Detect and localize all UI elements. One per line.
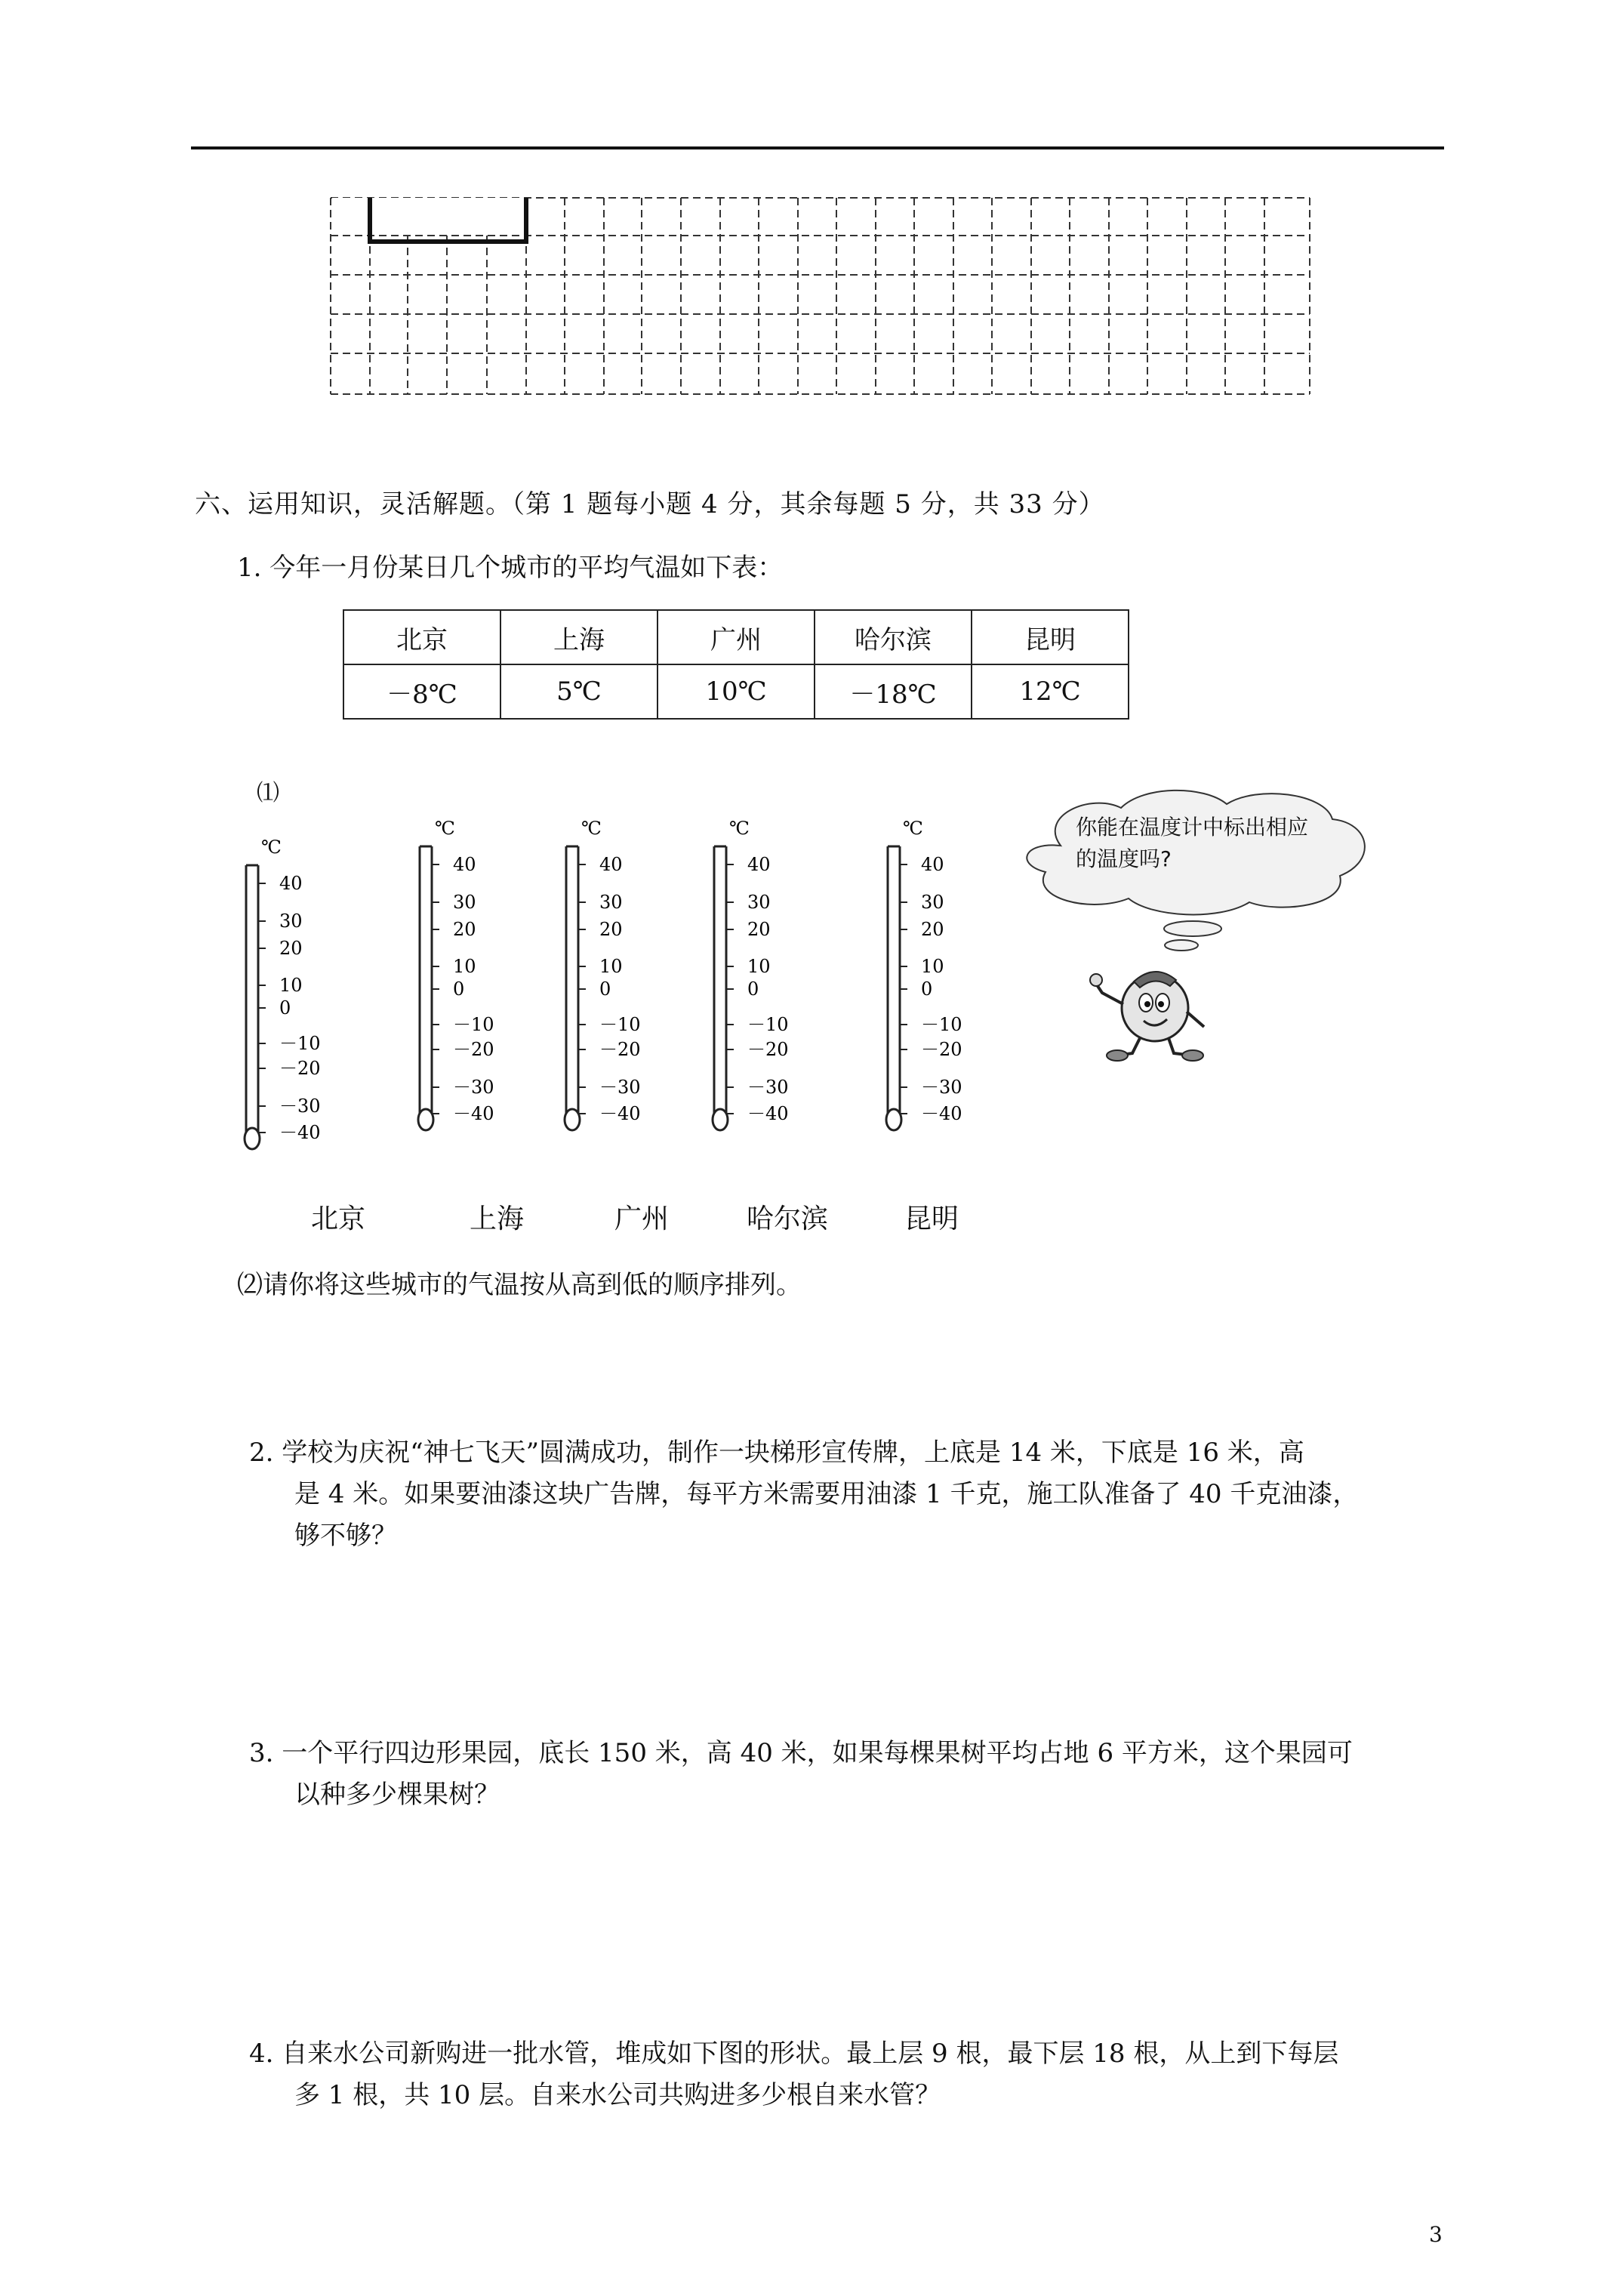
thermometer-tick-label: 20	[279, 938, 303, 959]
thermometer	[877, 819, 1028, 1144]
q2-line2: 是 4 米。如果要油漆这块广告牌，每平方米需要用油漆 1 千克，施工队准备了 40 千克油漆，	[294, 1479, 1359, 1509]
thermometer-tick-label: －20	[747, 1039, 789, 1060]
thermometer-tick-label: －10	[453, 1014, 494, 1035]
table-cell: 广州	[658, 610, 815, 664]
thermometer-tick-label: 30	[747, 892, 771, 913]
speech-bubble-text: 你能在温度计中标出相应的温度吗?	[1076, 815, 1309, 871]
cartoon-character-icon	[1079, 959, 1215, 1065]
thermometer-tick-label: 30	[279, 911, 303, 932]
thermometer-tick-label: 0	[921, 978, 933, 1000]
thermometer-tick-label: 20	[921, 919, 944, 940]
thermometer-tube	[888, 846, 900, 1115]
thermometer-tick-label: 30	[453, 892, 476, 913]
city-label-guangzhou: 广州	[614, 1203, 669, 1234]
thermometer-tick-label: 30	[921, 892, 944, 913]
thermometer-tick-label: 10	[279, 975, 303, 996]
thermometer-tick-label: －30	[279, 1096, 321, 1117]
thermometer-tick-label: －10	[599, 1014, 641, 1035]
thermometer-tick-label: 40	[599, 854, 623, 875]
table-row-cities	[343, 610, 1129, 664]
q4-line1: 4. 自来水公司新购进一批水管，堆成如下图的形状。最上层 9 根，最下层 18 根，从上到下每层	[249, 2039, 1339, 2069]
thermometer-tick-label: －30	[921, 1077, 962, 1098]
table-cell: 哈尔滨	[815, 610, 972, 664]
thermometer-tick-label: 40	[279, 873, 303, 894]
thermometer-tick-label: 10	[453, 956, 476, 977]
question-4	[249, 2033, 1338, 2116]
question-2	[249, 1432, 1358, 1557]
thermometer-tick-label: 10	[599, 956, 623, 977]
thermometer	[704, 819, 855, 1144]
thermometer-tick-label: 20	[599, 919, 623, 940]
thermometer-bulb	[713, 1109, 728, 1130]
table-cell: 10℃	[658, 664, 815, 719]
thermometer-unit: ℃	[729, 819, 750, 839]
table-cell: －18℃	[815, 664, 972, 719]
thermometer-tube	[714, 846, 726, 1115]
part1-label: ⑴	[257, 780, 279, 806]
thermometer-tick-label: 40	[747, 854, 771, 875]
thermometer-bulb	[418, 1109, 433, 1130]
question-3	[249, 1733, 1353, 1816]
thermometer-tick-label: 0	[747, 978, 759, 1000]
thermometer-bulb	[245, 1128, 260, 1149]
thermometer	[556, 819, 707, 1144]
thermometer-tick-label: －40	[921, 1103, 962, 1124]
table-cell: 5℃	[500, 664, 658, 719]
city-label-beijing: 北京	[310, 1203, 365, 1234]
thermometer-tick-label: 40	[453, 854, 476, 875]
table-cell: 北京	[343, 610, 500, 664]
thermometer-tick-label: 10	[921, 956, 944, 977]
q1-intro: 1. 今年一月份某日几个城市的平均气温如下表：	[237, 553, 784, 583]
thermometer-tick-label: 20	[747, 919, 771, 940]
thermometer-tick-label: 0	[279, 997, 291, 1019]
thermometer-tick-label: 10	[747, 956, 771, 977]
temperature-table	[343, 609, 1129, 720]
thermometer-tick-label: 0	[453, 978, 465, 1000]
thermometer-tick-label: 0	[599, 978, 611, 1000]
thermometer-tick-label: －20	[599, 1039, 641, 1060]
thermometer-tick-label: －40	[747, 1103, 789, 1124]
table-cell: －8℃	[343, 664, 500, 719]
q3-line1: 3. 一个平行四边形果园，底长 150 米，高 40 米，如果每棵果树平均占地 6 平方米，这个果园可	[249, 1738, 1353, 1768]
table-cell: 昆明	[972, 610, 1129, 664]
thermometer	[236, 838, 387, 1163]
thermometer-tick-label: －10	[747, 1014, 789, 1035]
dashed-grid	[0, 0, 1623, 408]
thermometer-tick-label: －10	[279, 1033, 321, 1054]
thermometer-tick-label: 30	[599, 892, 623, 913]
table-row-temps	[343, 664, 1129, 719]
thermometer-tick-label: －40	[279, 1122, 321, 1143]
thermometer	[409, 819, 560, 1144]
thermometer-tick-label: －40	[599, 1103, 641, 1124]
thermometer-tick-label: －30	[599, 1077, 641, 1098]
thermometer-tick-label: －20	[453, 1039, 494, 1060]
thermometer-tick-label: 40	[921, 854, 944, 875]
page-number: 3	[1429, 2222, 1443, 2247]
q3-line2: 以种多少棵果树？	[294, 1780, 500, 1810]
table-cell: 12℃	[972, 664, 1129, 719]
thermometer-tube	[566, 846, 578, 1115]
q4-line2: 多 1 根，共 10 层。自来水公司共购进多少根自来水管？	[294, 2080, 941, 2110]
city-label-kunming: 昆明	[904, 1203, 959, 1234]
thermometer-unit: ℃	[435, 819, 455, 839]
thermometer-tick-label: －20	[921, 1039, 962, 1060]
section-title: 六、运用知识，灵活解题。（第 1 题每小题 4 分，其余每题 5 分，共 33 分）	[195, 489, 1105, 519]
thermometer-tick-label: －30	[747, 1077, 789, 1098]
thermometer-tick-label: －40	[453, 1103, 494, 1124]
thermometer-tube	[420, 846, 432, 1115]
table-cell: 上海	[500, 610, 658, 664]
thermometer-bulb	[565, 1109, 580, 1130]
thermometer-unit: ℃	[261, 838, 282, 858]
q2-line3: 够不够？	[294, 1521, 397, 1551]
city-label-shanghai: 上海	[469, 1203, 524, 1234]
q1-part2: ⑵请你将这些城市的气温按从高到低的顺序排列。	[237, 1270, 802, 1300]
q2-line1: 2. 学校为庆祝“神七飞天”圆满成功，制作一块梯形宣传牌，上底是 14 米，下底是 16 米，高	[249, 1438, 1304, 1468]
thermometer-tube	[246, 865, 258, 1134]
thermometer-bulb	[886, 1109, 901, 1130]
thermometer-tick-label: －10	[921, 1014, 962, 1035]
thermometer-unit: ℃	[903, 819, 923, 839]
thermometer-unit: ℃	[581, 819, 602, 839]
thermometer-tick-label: －20	[279, 1058, 321, 1079]
thermometer-tick-label: －30	[453, 1077, 494, 1098]
thermometer-tick-label: 20	[453, 919, 476, 940]
city-label-harbin: 哈尔滨	[746, 1203, 828, 1234]
